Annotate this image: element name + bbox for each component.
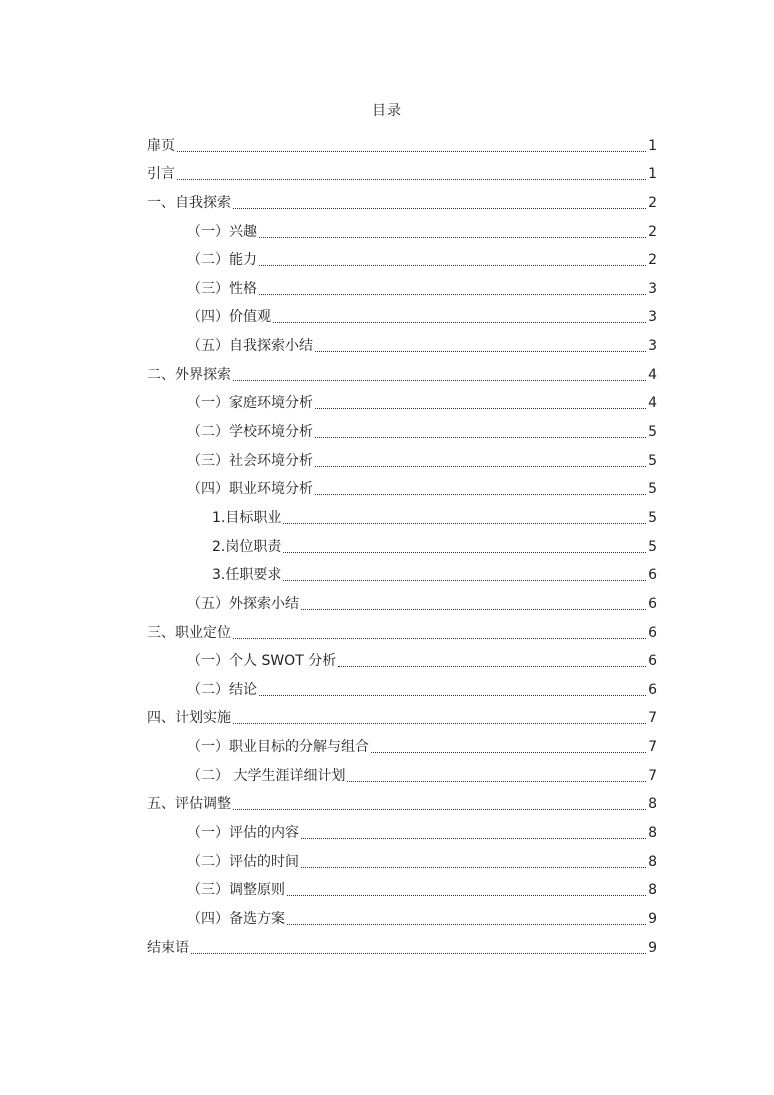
toc-entry[interactable] — [147, 300, 657, 329]
toc-entry-page-number: 6 — [648, 653, 657, 670]
toc-entry-page-number: 5 — [648, 538, 657, 555]
toc-entry-page-number: 7 — [648, 710, 657, 727]
toc-entry-label: （四）价值观 — [187, 309, 271, 326]
toc-entry[interactable] — [147, 844, 657, 873]
toc-entry-label: （五）自我探索小结 — [187, 338, 313, 355]
toc-entry[interactable] — [147, 472, 657, 501]
toc-entry-page-number: 7 — [648, 739, 657, 756]
toc-entry-label: （四）备选方案 — [187, 910, 285, 927]
dot-leader — [301, 608, 646, 610]
toc-entry-label: 五、评估调整 — [147, 796, 231, 813]
dot-leader — [287, 894, 646, 896]
toc-entry-page-number: 5 — [648, 509, 657, 526]
dot-leader — [259, 264, 646, 266]
dot-leader — [177, 178, 646, 180]
toc-entry-page-number: 9 — [648, 939, 657, 956]
toc-entry[interactable] — [147, 586, 657, 615]
toc-entry-label: 2.岗位职责 — [212, 538, 282, 555]
dot-leader — [315, 436, 646, 438]
dot-leader — [233, 722, 646, 724]
toc-entry-label: （二）评估的时间 — [187, 853, 299, 870]
toc-entry[interactable] — [147, 243, 657, 272]
dot-leader — [283, 579, 646, 581]
dot-leader — [315, 493, 646, 495]
toc-title: 目录 — [372, 103, 402, 119]
toc-entry-page-number: 2 — [648, 252, 657, 269]
toc-entry-label: （二）能力 — [187, 252, 257, 269]
dot-leader — [233, 808, 646, 810]
toc-entry-page-number: 1 — [648, 137, 657, 154]
toc-entry[interactable] — [147, 529, 657, 558]
toc-entry[interactable] — [147, 873, 657, 902]
dot-leader — [338, 665, 646, 667]
dot-leader — [191, 952, 646, 954]
toc-entry-page-number: 6 — [648, 567, 657, 584]
toc-entry[interactable] — [147, 558, 657, 587]
toc-entry-page-number: 5 — [648, 452, 657, 469]
toc-entry-page-number: 3 — [648, 309, 657, 326]
toc-entry-page-number: 3 — [648, 338, 657, 355]
toc-entry-label: 二、外界探索 — [147, 366, 231, 383]
dot-leader — [233, 379, 646, 381]
toc-entry[interactable] — [147, 815, 657, 844]
toc-entry-page-number: 8 — [648, 796, 657, 813]
toc-entry-label: （四）职业环境分析 — [187, 481, 313, 498]
dot-leader — [283, 522, 646, 524]
toc-entry-label: （一）家庭环境分析 — [187, 395, 313, 412]
toc-entry[interactable] — [147, 758, 657, 787]
dot-leader — [259, 694, 646, 696]
dot-leader — [273, 321, 646, 323]
toc-entry-label: （三）调整原则 — [187, 882, 285, 899]
toc-entry[interactable] — [147, 615, 657, 644]
dot-leader — [315, 465, 646, 467]
toc-entry-page-number: 4 — [648, 395, 657, 412]
toc-entry-label: 结束语 — [147, 939, 189, 956]
toc-entry-label: （一）个人 SWOT 分析 — [187, 653, 337, 670]
toc-entry-page-number: 8 — [648, 825, 657, 842]
dot-leader — [315, 350, 646, 352]
toc-entry-page-number: 8 — [648, 882, 657, 899]
toc-entry[interactable] — [147, 729, 657, 758]
toc-entry-label: 3.任职要求 — [212, 567, 282, 584]
toc-entry-label: （二）结论 — [187, 681, 257, 698]
dot-leader — [259, 293, 646, 295]
toc-entry-page-number: 6 — [648, 595, 657, 612]
toc-entry-page-number: 1 — [648, 166, 657, 183]
toc-entry-page-number: 4 — [648, 366, 657, 383]
dot-leader — [233, 207, 646, 209]
dot-leader — [315, 407, 646, 409]
toc-entry[interactable] — [147, 901, 657, 930]
toc-entry[interactable] — [147, 386, 657, 415]
dot-leader — [177, 150, 646, 152]
dot-leader — [287, 923, 646, 925]
toc-entry-page-number: 5 — [648, 424, 657, 441]
toc-entry-label: 四、计划实施 — [147, 710, 231, 727]
toc-entry[interactable] — [147, 701, 657, 730]
dot-leader — [371, 751, 646, 753]
toc-entry-page-number: 7 — [648, 767, 657, 784]
dot-leader — [233, 637, 646, 639]
toc-entry-page-number: 6 — [648, 624, 657, 641]
toc-entry[interactable] — [147, 157, 657, 186]
toc-entry[interactable] — [147, 672, 657, 701]
dot-leader — [259, 236, 646, 238]
toc-entry[interactable] — [147, 214, 657, 243]
toc-entry-page-number: 5 — [648, 481, 657, 498]
toc-entry-page-number: 2 — [648, 194, 657, 211]
toc-entry[interactable] — [147, 328, 657, 357]
toc-entry-page-number: 6 — [648, 681, 657, 698]
dot-leader — [301, 837, 646, 839]
toc-entry-label: （五）外探索小结 — [187, 595, 299, 612]
toc-entry[interactable] — [147, 357, 657, 386]
toc-list — [147, 128, 657, 959]
dot-leader — [347, 780, 646, 782]
toc-entry[interactable] — [147, 414, 657, 443]
toc-entry-page-number: 3 — [648, 280, 657, 297]
toc-entry-label: （一）评估的内容 — [187, 825, 299, 842]
toc-entry-page-number: 9 — [648, 910, 657, 927]
toc-entry-page-number: 2 — [648, 223, 657, 240]
toc-entry-label: （二） 大学生涯详细计划 — [187, 767, 346, 784]
toc-entry[interactable] — [147, 644, 657, 673]
toc-entry-label: 三、职业定位 — [147, 624, 231, 641]
toc-entry[interactable] — [147, 930, 657, 959]
toc-entry-page-number: 8 — [648, 853, 657, 870]
toc-entry[interactable] — [147, 787, 657, 816]
toc-entry-label: （三）社会环境分析 — [187, 452, 313, 469]
toc-entry-label: （二）学校环境分析 — [187, 424, 313, 441]
toc-entry-label: 扉页 — [147, 137, 175, 154]
toc-entry[interactable] — [147, 500, 657, 529]
toc-entry[interactable] — [147, 443, 657, 472]
toc-entry[interactable] — [147, 128, 657, 157]
dot-leader — [283, 551, 646, 553]
toc-entry-label: （三）性格 — [187, 280, 257, 297]
toc-entry[interactable] — [147, 271, 657, 300]
toc-entry-label: 1.目标职业 — [212, 509, 282, 526]
dot-leader — [301, 866, 646, 868]
toc-entry-label: （一）职业目标的分解与组合 — [187, 739, 369, 756]
toc-entry-label: （一）兴趣 — [187, 223, 257, 240]
toc-entry[interactable] — [147, 185, 657, 214]
toc-entry-label: 一、自我探索 — [147, 194, 231, 211]
toc-entry-label: 引言 — [147, 166, 175, 183]
